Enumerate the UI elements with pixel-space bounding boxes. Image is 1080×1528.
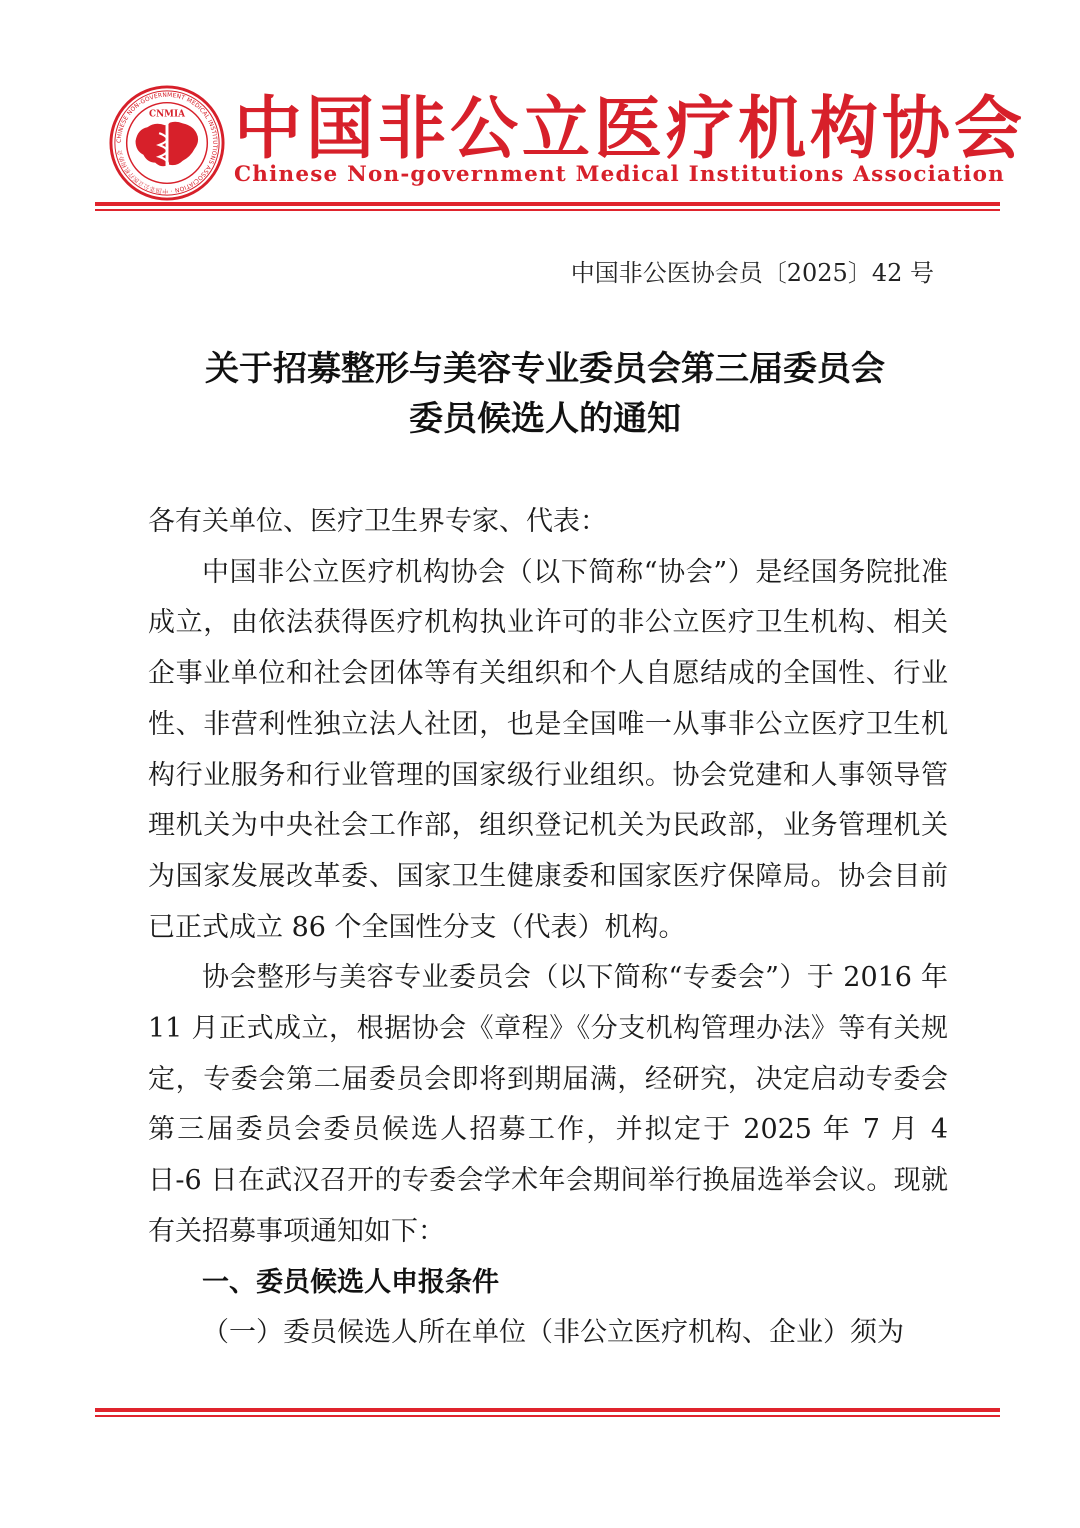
letterhead-divider	[95, 202, 1000, 211]
seal-center-text: CNMIA	[149, 109, 185, 120]
org-name-english: Chinese Non-government Medical Institutions Association	[234, 162, 1005, 187]
section-heading-1: 一、委员候选人申报条件	[202, 1266, 499, 1298]
document-number: 中国非公医协会员〔2025〕42 号	[570, 259, 934, 287]
condition-item-1: （一）委员候选人所在单位（非公立医疗机构、企业）须为	[202, 1317, 904, 1349]
letterhead	[0, 0, 1080, 215]
salutation: 各有关单位、医疗卫生界专家、代表：	[148, 506, 607, 537]
footer-divider	[95, 1408, 1000, 1417]
association-seal-logo	[108, 84, 226, 202]
paragraph-association-intro: 中国非公立医疗机构协会（以下简称“协会”）是经国务院批准成立，由依法获得医疗机构执业许可的非公立医疗卫生机构、相关企事业单位和社会团体等有关组织和个人自愿结成的全国性、行业性、非营利性独立法人社团，也是全国唯一从事非公立医疗卫生机构行业服务和行业管理的国家级行业组织。协会党建和人事领导管理机关为中央社会工作部，组织登记机关为民政部，业务管理机关为国家发展改革委、国家卫生健康委和国家医疗保障局。协会目前已正式成立 86 个全国性分支（代表）机构。	[148, 556, 948, 943]
org-name-chinese: 中国非公立医疗机构协会	[234, 90, 1027, 169]
seal-ring-text: CHINESE NON-GOVERNMENT MEDICAL INSTITUTIONS ASSOCIATION · 中国非公立医疗机构协会	[116, 92, 218, 194]
document-title-line-2: 委员候选人的通知	[409, 399, 681, 439]
paragraph-committee-intro: 协会整形与美容专业委员会（以下简称“专委会”）于 2016 年 11 月正式成立，根据协会《章程》《分支机构管理办法》等有关规定，专委会第二届委员会即将到期届满，经研究，决定启动专委会第三届委员会委员候选人招募工作，并拟定于 2025 年 7 月 4 日-6 日在武汉召开的专委会学术年会期间举行换届选举会议。现就有关招募事项通知如下：	[148, 962, 948, 1247]
document-body	[148, 497, 948, 1359]
document-title-line-1: 关于招募整形与美容专业委员会第三届委员会	[205, 349, 885, 389]
